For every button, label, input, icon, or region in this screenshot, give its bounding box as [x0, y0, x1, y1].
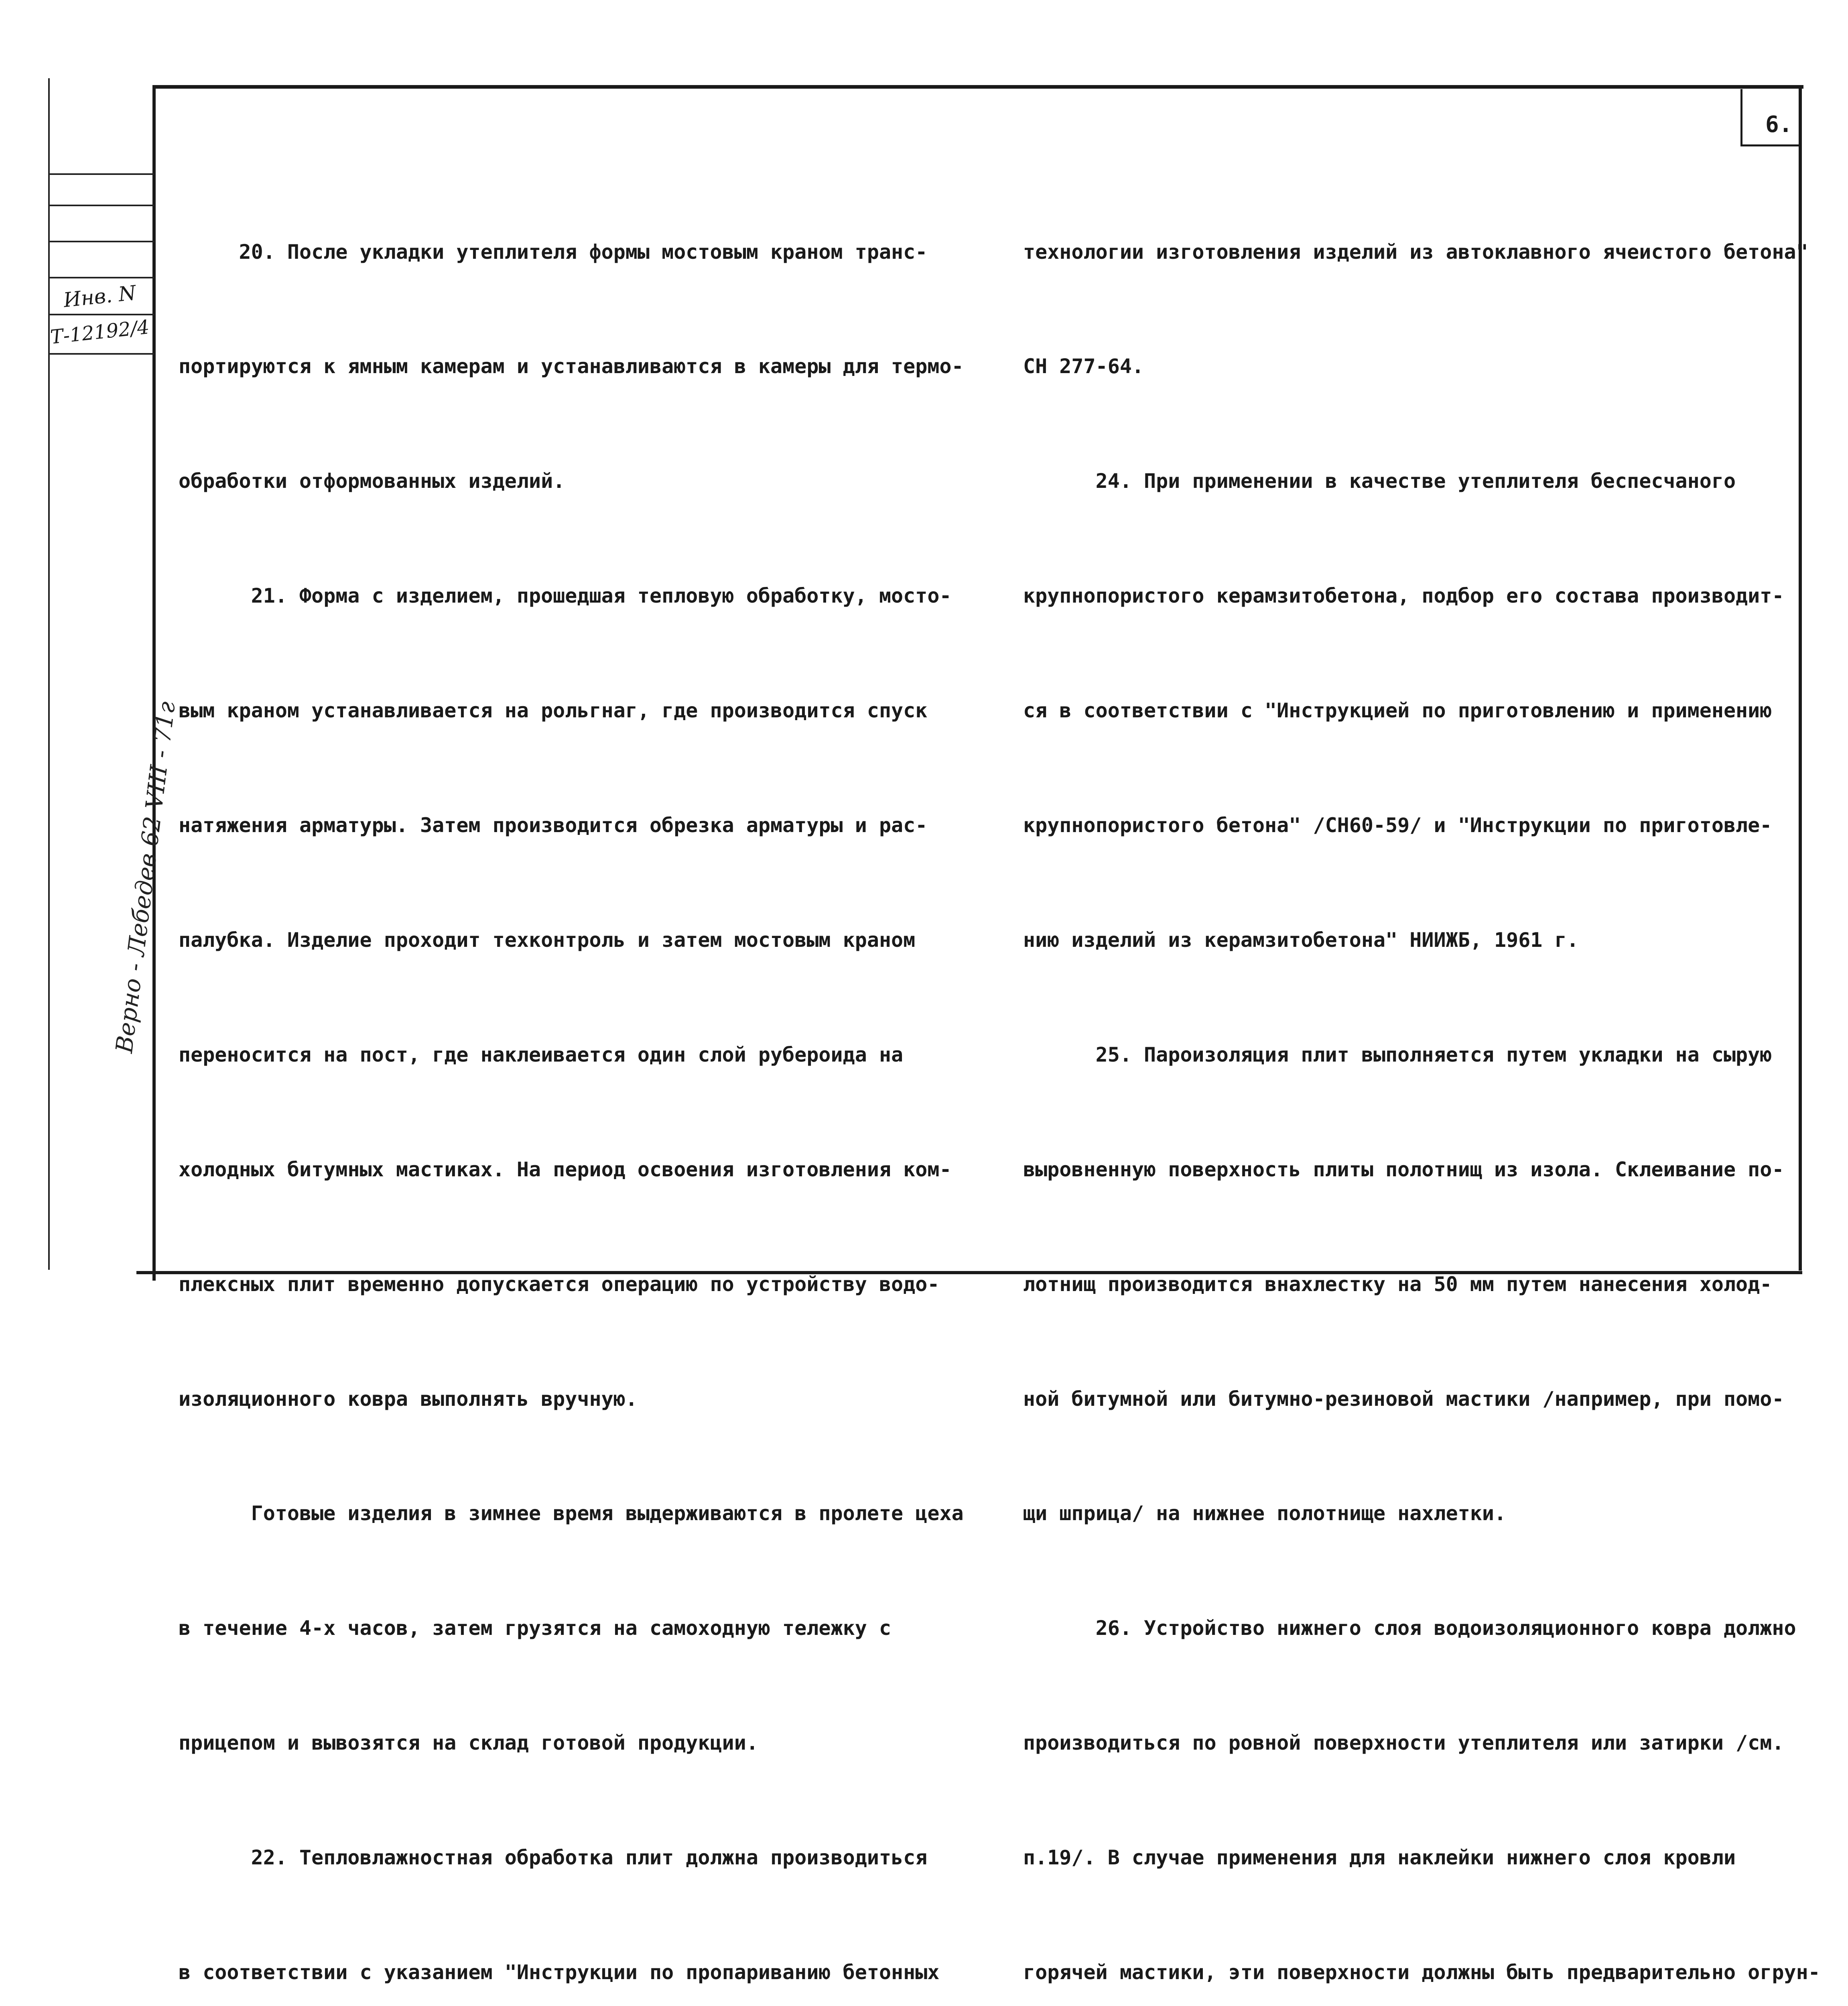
text-line: палубка. Изделие проходит техконтроль и затем мостовым краном — [179, 928, 916, 952]
left-text-column — [179, 156, 964, 2006]
text-line: технологии изготовления изделий из автоклавного ячеистого бетона" — [1023, 240, 1808, 264]
stamp-rule — [49, 205, 154, 206]
text-line: 22. Тепловлажностная обработка плит должна производиться — [179, 1846, 928, 1870]
text-line: ся в соответствии с "Инструкцией по приготовлению и применению — [1023, 699, 1772, 723]
text-line: Готовые изделия в зимнее время выдерживаются в пролете цеха — [179, 1502, 964, 1525]
binding-margin-line — [48, 78, 50, 1270]
page-number-box-left — [1740, 89, 1742, 145]
inventory-label: Инв. N — [62, 281, 137, 312]
text-line: в соответствии с указанием "Инструкции по пропариванию бетонных — [179, 1960, 940, 1984]
text-line: крупнопористого бетона" /СН60-59/ и "Инструкции по приготовле- — [1023, 814, 1772, 837]
handwritten-verification-note: Верно - Лебедев 62 VIII - 71г — [110, 700, 181, 1055]
text-line: ной битумной или битумно-резиновой мастики /например, при помо- — [1023, 1387, 1784, 1411]
inventory-number: Т-12192/4 — [49, 316, 150, 349]
page-number: 6. — [1765, 112, 1793, 138]
text-line: 20. После укладки утеплителя формы мостовым краном транс- — [179, 240, 928, 264]
stamp-rule — [49, 277, 154, 278]
text-line: портируются к ямным камерам и устанавливаются в камеры для термо- — [179, 355, 964, 378]
text-line: натяжения арматуры. Затем производится обрезка арматуры и рас- — [179, 814, 928, 837]
text-line: в течение 4-х часов, затем грузятся на самоходную тележку с — [179, 1616, 892, 1640]
stamp-rule — [49, 241, 154, 242]
text-line: изоляционного ковра выполнять вручную. — [179, 1387, 638, 1411]
stamp-rule — [49, 314, 154, 315]
text-line: переносится на пост, где наклеивается один слой рубероида на — [179, 1043, 904, 1066]
page-number-box-bottom — [1740, 144, 1801, 146]
text-line: 25. Пароизоляция плит выполняется путем укладки на сырую — [1023, 1043, 1772, 1066]
text-line: холодных битумных мастиках. На период освоения изготовления ком- — [179, 1157, 952, 1181]
text-line: горячей мастики, эти поверхности должны быть предварительно огрун- — [1023, 1960, 1820, 1984]
right-text-column — [1023, 156, 1820, 2006]
text-line: СН 277-64. — [1023, 355, 1144, 378]
text-line: нию изделий из керамзитобетона" НИИЖБ, 1961 г. — [1023, 928, 1579, 952]
text-line: 24. При применении в качестве утеплителя беспесчаного — [1023, 469, 1736, 493]
stamp-rule — [49, 173, 154, 175]
text-line: обработки отформованных изделий. — [179, 469, 565, 493]
text-line: 26. Устройство нижнего слоя водоизоляционного ковра должно — [1023, 1616, 1796, 1640]
text-line: 21. Форма с изделием, прошедшая тепловую обработку, мосто- — [179, 584, 952, 608]
text-line: выровненную поверхность плиты полотнищ из изола. Склеивание по- — [1023, 1157, 1784, 1181]
frame-top-border — [154, 85, 1803, 89]
text-line: п.19/. В случае применения для наклейки нижнего слоя кровли — [1023, 1846, 1736, 1870]
text-line: плексных плит временно допускается операцию по устройству водо- — [179, 1272, 940, 1296]
text-line: крупнопористого керамзитобетона, подбор его состава производит- — [1023, 584, 1784, 608]
text-line: вым краном устанавливается на рольгнаг, где производится спуск — [179, 699, 928, 723]
text-line: щи шприца/ на нижнее полотнище нахлетки. — [1023, 1502, 1507, 1525]
text-line: производиться по ровной поверхности утеплителя или затирки /см. — [1023, 1731, 1784, 1755]
stamp-rule — [49, 353, 154, 355]
text-line: прицепом и вывозятся на склад готовой продукции. — [179, 1731, 758, 1755]
text-line: лотнищ производится внахлестку на 50 мм путем нанесения холод- — [1023, 1272, 1772, 1296]
